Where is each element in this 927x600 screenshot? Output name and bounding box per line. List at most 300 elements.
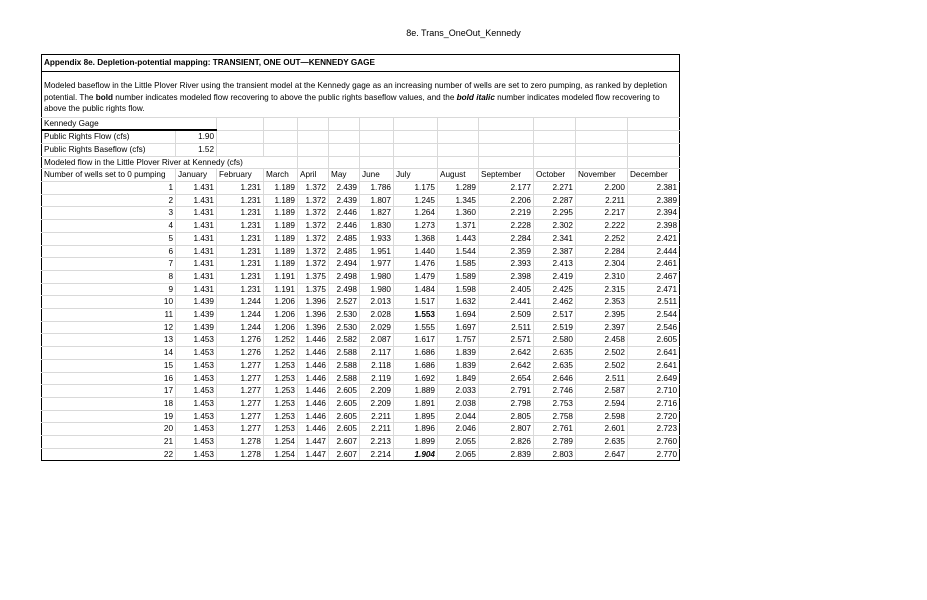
flow-value-cell: 1.431 xyxy=(176,182,217,195)
month-header-october: October xyxy=(534,169,576,182)
flow-value-cell: 2.758 xyxy=(534,410,576,423)
flow-value-cell: 2.177 xyxy=(479,182,534,195)
flow-value-cell: 1.189 xyxy=(264,182,298,195)
flow-value-cell: 2.222 xyxy=(576,220,628,233)
flow-value-cell: 2.471 xyxy=(628,283,680,296)
flow-value-cell: 1.253 xyxy=(264,372,298,385)
month-header-january: January xyxy=(176,169,217,182)
flow-value-cell: 1.252 xyxy=(264,334,298,347)
flow-value-cell: 2.394 xyxy=(628,207,680,220)
flow-value-cell: 1.372 xyxy=(298,245,329,258)
flow-value-cell: 1.371 xyxy=(438,220,479,233)
wells-count-cell: 7 xyxy=(42,258,176,271)
flow-value-cell: 2.419 xyxy=(534,270,576,283)
month-header-march: March xyxy=(264,169,298,182)
flow-value-cell: 2.405 xyxy=(479,283,534,296)
wells-count-cell: 3 xyxy=(42,207,176,220)
flow-value-cell: 1.686 xyxy=(394,359,438,372)
flow-value-cell: 1.252 xyxy=(264,347,298,360)
table-row xyxy=(42,220,680,233)
wells-count-cell: 22 xyxy=(42,448,176,461)
flow-value-cell: 2.720 xyxy=(628,410,680,423)
wells-count-cell: 9 xyxy=(42,283,176,296)
table-row xyxy=(42,347,680,360)
flow-value-cell: 2.397 xyxy=(576,321,628,334)
gage-row xyxy=(42,117,680,130)
table-row xyxy=(42,283,680,296)
flow-value-cell: 1.253 xyxy=(264,359,298,372)
flow-value-cell: 2.601 xyxy=(576,423,628,436)
month-header-february: February xyxy=(217,169,264,182)
flow-value-cell: 1.951 xyxy=(360,245,394,258)
flow-value-cell: 2.635 xyxy=(576,436,628,449)
flow-value-cell: 1.345 xyxy=(438,194,479,207)
flow-value-cell: 2.607 xyxy=(329,448,360,461)
table-row xyxy=(42,385,680,398)
flow-value-cell: 1.446 xyxy=(298,334,329,347)
table-row xyxy=(42,232,680,245)
description-bold-word: bold xyxy=(95,92,114,102)
flow-value-cell: 1.446 xyxy=(298,359,329,372)
flow-value-cell: 2.605 xyxy=(628,334,680,347)
flow-value-cell: 1.360 xyxy=(438,207,479,220)
table-row xyxy=(42,372,680,385)
flow-value-cell: 1.589 xyxy=(438,270,479,283)
flow-value-cell: 2.211 xyxy=(576,194,628,207)
flow-value-cell: 2.209 xyxy=(360,385,394,398)
flow-value-cell: 1.189 xyxy=(264,220,298,233)
flow-value-cell: 2.211 xyxy=(360,423,394,436)
flow-value-cell: 1.372 xyxy=(298,232,329,245)
flow-value-cell: 2.716 xyxy=(628,397,680,410)
flow-value-cell: 2.441 xyxy=(479,296,534,309)
wells-count-cell: 21 xyxy=(42,436,176,449)
flow-value-cell: 1.254 xyxy=(264,436,298,449)
flow-value-cell: 1.446 xyxy=(298,423,329,436)
flow-value-cell: 1.431 xyxy=(176,232,217,245)
wells-count-cell: 16 xyxy=(42,372,176,385)
modeled-flow-label-row xyxy=(42,156,680,169)
flow-value-cell: 2.287 xyxy=(534,194,576,207)
flow-value-cell: 1.231 xyxy=(217,194,264,207)
flow-value-cell: 2.315 xyxy=(576,283,628,296)
flow-value-cell: 1.189 xyxy=(264,232,298,245)
wells-count-cell: 19 xyxy=(42,410,176,423)
month-header-may: May xyxy=(329,169,360,182)
flow-value-cell: 2.387 xyxy=(534,245,576,258)
flow-value-cell: 2.310 xyxy=(576,270,628,283)
public-rights-flow-row xyxy=(42,130,680,143)
flow-value-cell: 2.710 xyxy=(628,385,680,398)
flow-value-cell: 1.244 xyxy=(217,309,264,322)
flow-value-cell: 2.413 xyxy=(534,258,576,271)
flow-value-cell: 1.598 xyxy=(438,283,479,296)
flow-value-cell: 1.278 xyxy=(217,436,264,449)
flow-value-cell: 1.368 xyxy=(394,232,438,245)
flow-value-cell: 2.588 xyxy=(329,359,360,372)
flow-value-cell: 1.372 xyxy=(298,207,329,220)
flow-value-cell: 2.302 xyxy=(534,220,576,233)
flow-value-cell: 1.447 xyxy=(298,448,329,461)
flow-value-cell: 2.055 xyxy=(438,436,479,449)
flow-value-cell: 2.594 xyxy=(576,397,628,410)
flow-value-cell: 1.453 xyxy=(176,359,217,372)
flow-value-cell: 1.231 xyxy=(217,182,264,195)
table-row xyxy=(42,296,680,309)
flow-value-cell: 2.798 xyxy=(479,397,534,410)
flow-value-cell: 2.571 xyxy=(479,334,534,347)
flow-value-cell: 1.431 xyxy=(176,207,217,220)
flow-value-cell: 1.446 xyxy=(298,372,329,385)
flow-value-cell: 2.649 xyxy=(628,372,680,385)
wells-count-cell: 12 xyxy=(42,321,176,334)
flow-value-cell: 1.189 xyxy=(264,245,298,258)
flow-value-cell: 1.277 xyxy=(217,372,264,385)
flow-value-cell: 1.254 xyxy=(264,448,298,461)
flow-value-cell: 2.502 xyxy=(576,347,628,360)
flow-value-cell: 1.895 xyxy=(394,410,438,423)
flow-value-cell: 1.244 xyxy=(217,296,264,309)
month-header-july: July xyxy=(394,169,438,182)
flow-value-cell: 1.555 xyxy=(394,321,438,334)
flow-value-cell: 2.304 xyxy=(576,258,628,271)
flow-value-cell: 2.582 xyxy=(329,334,360,347)
flow-value-cell: 2.791 xyxy=(479,385,534,398)
flow-value-cell: 1.431 xyxy=(176,258,217,271)
flow-value-cell: 2.511 xyxy=(479,321,534,334)
wells-count-cell: 4 xyxy=(42,220,176,233)
modeled-flow-label: Modeled flow in the Little Plover River at Kennedy (cfs) xyxy=(42,156,298,169)
flow-value-cell: 2.119 xyxy=(360,372,394,385)
flow-value-cell: 1.372 xyxy=(298,182,329,195)
table-row xyxy=(42,258,680,271)
flow-value-cell: 2.530 xyxy=(329,321,360,334)
flow-value-cell: 1.786 xyxy=(360,182,394,195)
flow-value-cell: 2.421 xyxy=(628,232,680,245)
flow-value-cell: 2.117 xyxy=(360,347,394,360)
public-rights-baseflow-value: 1.52 xyxy=(176,143,217,156)
flow-value-cell: 1.206 xyxy=(264,296,298,309)
flow-value-cell: 2.511 xyxy=(576,372,628,385)
flow-value-cell: 2.635 xyxy=(534,347,576,360)
flow-value-cell: 2.389 xyxy=(628,194,680,207)
flow-value-cell: 2.446 xyxy=(329,207,360,220)
flow-value-cell: 2.803 xyxy=(534,448,576,461)
flow-value-cell: 1.439 xyxy=(176,296,217,309)
flow-value-cell: 2.439 xyxy=(329,194,360,207)
flow-value-cell: 2.467 xyxy=(628,270,680,283)
flow-value-cell: 2.118 xyxy=(360,359,394,372)
flow-value-cell: 1.277 xyxy=(217,385,264,398)
flow-value-cell: 1.277 xyxy=(217,423,264,436)
wells-count-cell: 14 xyxy=(42,347,176,360)
flow-value-cell: 1.175 xyxy=(394,182,438,195)
flow-value-cell: 1.231 xyxy=(217,270,264,283)
table-row xyxy=(42,397,680,410)
flow-value-cell: 1.431 xyxy=(176,283,217,296)
flow-value-cell: 2.398 xyxy=(628,220,680,233)
flow-value-cell: 2.580 xyxy=(534,334,576,347)
flow-value-cell: 2.635 xyxy=(534,359,576,372)
table-row xyxy=(42,321,680,334)
flow-value-cell: 1.632 xyxy=(438,296,479,309)
flow-value-cell: 2.530 xyxy=(329,309,360,322)
flow-value-cell: 1.264 xyxy=(394,207,438,220)
flow-value-cell: 2.587 xyxy=(576,385,628,398)
flow-value-cell: 2.341 xyxy=(534,232,576,245)
description-bold-italic-word: bold italic xyxy=(456,92,495,102)
flow-value-cell: 1.453 xyxy=(176,385,217,398)
flow-value-cell: 1.231 xyxy=(217,283,264,296)
flow-value-cell: 1.807 xyxy=(360,194,394,207)
flow-value-cell: 2.217 xyxy=(576,207,628,220)
flow-value-cell: 1.372 xyxy=(298,258,329,271)
flow-value-cell: 1.396 xyxy=(298,309,329,322)
flow-value-cell: 2.761 xyxy=(534,423,576,436)
table-row xyxy=(42,194,680,207)
flow-value-cell: 2.353 xyxy=(576,296,628,309)
flow-value-cell: 1.191 xyxy=(264,270,298,283)
flow-value-cell: 1.375 xyxy=(298,270,329,283)
flow-value-cell: 1.276 xyxy=(217,334,264,347)
table-row xyxy=(42,359,680,372)
flow-value-cell: 1.443 xyxy=(438,232,479,245)
flow-value-cell: 2.805 xyxy=(479,410,534,423)
wells-column-header: Number of wells set to 0 pumping xyxy=(42,169,176,182)
flow-value-cell: 1.440 xyxy=(394,245,438,258)
public-rights-flow-label: Public Rights Flow (cfs) xyxy=(42,130,176,143)
flow-value-cell: 2.642 xyxy=(479,359,534,372)
flow-value-cell: 1.206 xyxy=(264,309,298,322)
flow-value-cell: 1.276 xyxy=(217,347,264,360)
flow-value-cell: 1.253 xyxy=(264,423,298,436)
flow-value-cell: 1.697 xyxy=(438,321,479,334)
flow-value-cell: 2.641 xyxy=(628,347,680,360)
flow-value-cell: 2.607 xyxy=(329,436,360,449)
flow-value-cell: 1.231 xyxy=(217,258,264,271)
flow-value-cell: 1.189 xyxy=(264,207,298,220)
flow-value-cell: 2.544 xyxy=(628,309,680,322)
flow-value-cell: 2.511 xyxy=(628,296,680,309)
table-row xyxy=(42,270,680,283)
flow-value-cell: 1.189 xyxy=(264,258,298,271)
flow-value-cell: 1.553 xyxy=(394,309,438,322)
flow-value-cell: 2.219 xyxy=(479,207,534,220)
flow-value-cell: 2.519 xyxy=(534,321,576,334)
wells-count-cell: 6 xyxy=(42,245,176,258)
flow-value-cell: 1.904 xyxy=(394,448,438,461)
flow-value-cell: 2.502 xyxy=(576,359,628,372)
month-header-april: April xyxy=(298,169,329,182)
flow-value-cell: 2.013 xyxy=(360,296,394,309)
flow-value-cell: 2.485 xyxy=(329,245,360,258)
flow-value-cell: 1.191 xyxy=(264,283,298,296)
flow-value-cell: 1.231 xyxy=(217,232,264,245)
public-rights-baseflow-label: Public Rights Baseflow (cfs) xyxy=(42,143,176,156)
flow-value-cell: 1.889 xyxy=(394,385,438,398)
flow-value-cell: 2.065 xyxy=(438,448,479,461)
table-row xyxy=(42,423,680,436)
flow-value-cell: 2.647 xyxy=(576,448,628,461)
month-header-november: November xyxy=(576,169,628,182)
flow-value-cell: 2.826 xyxy=(479,436,534,449)
flow-value-cell: 1.933 xyxy=(360,232,394,245)
flow-value-cell: 1.439 xyxy=(176,321,217,334)
flow-value-cell: 1.830 xyxy=(360,220,394,233)
flow-value-cell: 1.231 xyxy=(217,220,264,233)
flow-value-cell: 1.977 xyxy=(360,258,394,271)
flow-value-cell: 2.641 xyxy=(628,359,680,372)
wells-count-cell: 8 xyxy=(42,270,176,283)
flow-value-cell: 2.654 xyxy=(479,372,534,385)
flow-value-cell: 1.273 xyxy=(394,220,438,233)
flow-value-cell: 1.446 xyxy=(298,410,329,423)
flow-value-cell: 1.453 xyxy=(176,423,217,436)
flow-value-cell: 2.789 xyxy=(534,436,576,449)
table-row xyxy=(42,245,680,258)
flow-value-cell: 1.431 xyxy=(176,194,217,207)
flow-value-cell: 2.461 xyxy=(628,258,680,271)
description-part1: Modeled baseflow in the Little Plover River using the transient model at the Kennedy gage as an increasing number of wells are set to zero pumping, as ranked by depletion potential. The xyxy=(44,81,668,102)
flow-value-cell: 1.484 xyxy=(394,283,438,296)
description-part2: number indicates modeled flow recovering to above the public rights baseflow values, and the xyxy=(113,92,457,102)
public-rights-baseflow-row xyxy=(42,143,680,156)
flow-value-cell: 1.839 xyxy=(438,347,479,360)
flow-value-cell: 1.439 xyxy=(176,309,217,322)
flow-value-cell: 1.899 xyxy=(394,436,438,449)
flow-value-cell: 2.760 xyxy=(628,436,680,449)
wells-count-cell: 2 xyxy=(42,194,176,207)
flow-value-cell: 1.686 xyxy=(394,347,438,360)
flow-value-cell: 1.431 xyxy=(176,220,217,233)
flow-value-cell: 2.209 xyxy=(360,397,394,410)
table-title: Appendix 8e. Depletion-potential mapping: TRANSIENT, ONE OUT—KENNEDY GAGE xyxy=(42,55,680,72)
flow-value-cell: 2.211 xyxy=(360,410,394,423)
flow-value-cell: 1.446 xyxy=(298,347,329,360)
flow-value-cell: 1.253 xyxy=(264,410,298,423)
flow-value-cell: 1.253 xyxy=(264,385,298,398)
flow-value-cell: 1.585 xyxy=(438,258,479,271)
flow-value-cell: 2.527 xyxy=(329,296,360,309)
depletion-table xyxy=(41,54,680,461)
page-header: 8e. Trans_OneOut_Kennedy xyxy=(406,28,521,38)
flow-value-cell: 1.517 xyxy=(394,296,438,309)
flow-value-cell: 2.295 xyxy=(534,207,576,220)
wells-count-cell: 20 xyxy=(42,423,176,436)
table-row xyxy=(42,309,680,322)
table-row xyxy=(42,410,680,423)
flow-value-cell: 1.289 xyxy=(438,182,479,195)
flow-value-cell: 1.372 xyxy=(298,194,329,207)
wells-count-cell: 17 xyxy=(42,385,176,398)
flow-value-cell: 2.271 xyxy=(534,182,576,195)
wells-count-cell: 10 xyxy=(42,296,176,309)
table-row xyxy=(42,207,680,220)
flow-value-cell: 1.453 xyxy=(176,347,217,360)
flow-value-cell: 1.277 xyxy=(217,397,264,410)
flow-value-cell: 2.494 xyxy=(329,258,360,271)
flow-value-cell: 1.453 xyxy=(176,397,217,410)
flow-value-cell: 2.807 xyxy=(479,423,534,436)
flow-value-cell: 2.284 xyxy=(576,245,628,258)
appendix-sheet xyxy=(41,54,679,461)
flow-value-cell: 1.453 xyxy=(176,410,217,423)
flow-value-cell: 2.498 xyxy=(329,283,360,296)
flow-value-cell: 2.588 xyxy=(329,347,360,360)
flow-value-cell: 1.896 xyxy=(394,423,438,436)
flow-value-cell: 1.446 xyxy=(298,397,329,410)
description-part3: number indicates modeled flow recovering to above the public rights flow. xyxy=(44,92,660,113)
flow-value-cell: 2.033 xyxy=(438,385,479,398)
flow-value-cell: 2.284 xyxy=(479,232,534,245)
flow-value-cell: 1.453 xyxy=(176,448,217,461)
flow-value-cell: 1.277 xyxy=(217,410,264,423)
flow-value-cell: 1.447 xyxy=(298,436,329,449)
flow-value-cell: 2.605 xyxy=(329,423,360,436)
flow-value-cell: 1.757 xyxy=(438,334,479,347)
public-rights-flow-value: 1.90 xyxy=(176,130,217,143)
flow-value-cell: 2.588 xyxy=(329,372,360,385)
flow-value-cell: 1.375 xyxy=(298,283,329,296)
flow-value-cell: 1.891 xyxy=(394,397,438,410)
flow-value-cell: 1.453 xyxy=(176,334,217,347)
flow-value-cell: 2.359 xyxy=(479,245,534,258)
flow-value-cell: 2.395 xyxy=(576,309,628,322)
flow-value-cell: 1.277 xyxy=(217,359,264,372)
flow-value-cell: 2.252 xyxy=(576,232,628,245)
flow-value-cell: 2.546 xyxy=(628,321,680,334)
flow-value-cell: 1.253 xyxy=(264,397,298,410)
flow-value-cell: 2.723 xyxy=(628,423,680,436)
flow-value-cell: 2.444 xyxy=(628,245,680,258)
flow-value-cell: 1.396 xyxy=(298,296,329,309)
table-row xyxy=(42,334,680,347)
wells-count-cell: 5 xyxy=(42,232,176,245)
flow-value-cell: 2.598 xyxy=(576,410,628,423)
wells-count-cell: 11 xyxy=(42,309,176,322)
flow-value-cell: 2.498 xyxy=(329,270,360,283)
flow-value-cell: 2.228 xyxy=(479,220,534,233)
flow-value-cell: 1.544 xyxy=(438,245,479,258)
table-row xyxy=(42,448,680,461)
flow-value-cell: 2.462 xyxy=(534,296,576,309)
flow-value-cell: 2.446 xyxy=(329,220,360,233)
month-header-august: August xyxy=(438,169,479,182)
flow-value-cell: 2.605 xyxy=(329,410,360,423)
flow-value-cell: 1.446 xyxy=(298,385,329,398)
month-header-december: December xyxy=(628,169,680,182)
flow-value-cell: 1.245 xyxy=(394,194,438,207)
flow-value-cell: 1.692 xyxy=(394,372,438,385)
flow-value-cell: 2.393 xyxy=(479,258,534,271)
flow-value-cell: 2.398 xyxy=(479,270,534,283)
flow-value-cell: 1.453 xyxy=(176,372,217,385)
flow-value-cell: 2.087 xyxy=(360,334,394,347)
flow-value-cell: 2.746 xyxy=(534,385,576,398)
month-header-june: June xyxy=(360,169,394,182)
flow-value-cell: 1.231 xyxy=(217,245,264,258)
flow-value-cell: 1.278 xyxy=(217,448,264,461)
flow-value-cell: 1.396 xyxy=(298,321,329,334)
gage-label: Kennedy Gage xyxy=(42,117,217,130)
table-row xyxy=(42,436,680,449)
table-description xyxy=(42,72,680,118)
flow-value-cell: 1.849 xyxy=(438,372,479,385)
flow-value-cell: 2.213 xyxy=(360,436,394,449)
wells-count-cell: 18 xyxy=(42,397,176,410)
flow-value-cell: 1.453 xyxy=(176,436,217,449)
flow-value-cell: 2.028 xyxy=(360,309,394,322)
